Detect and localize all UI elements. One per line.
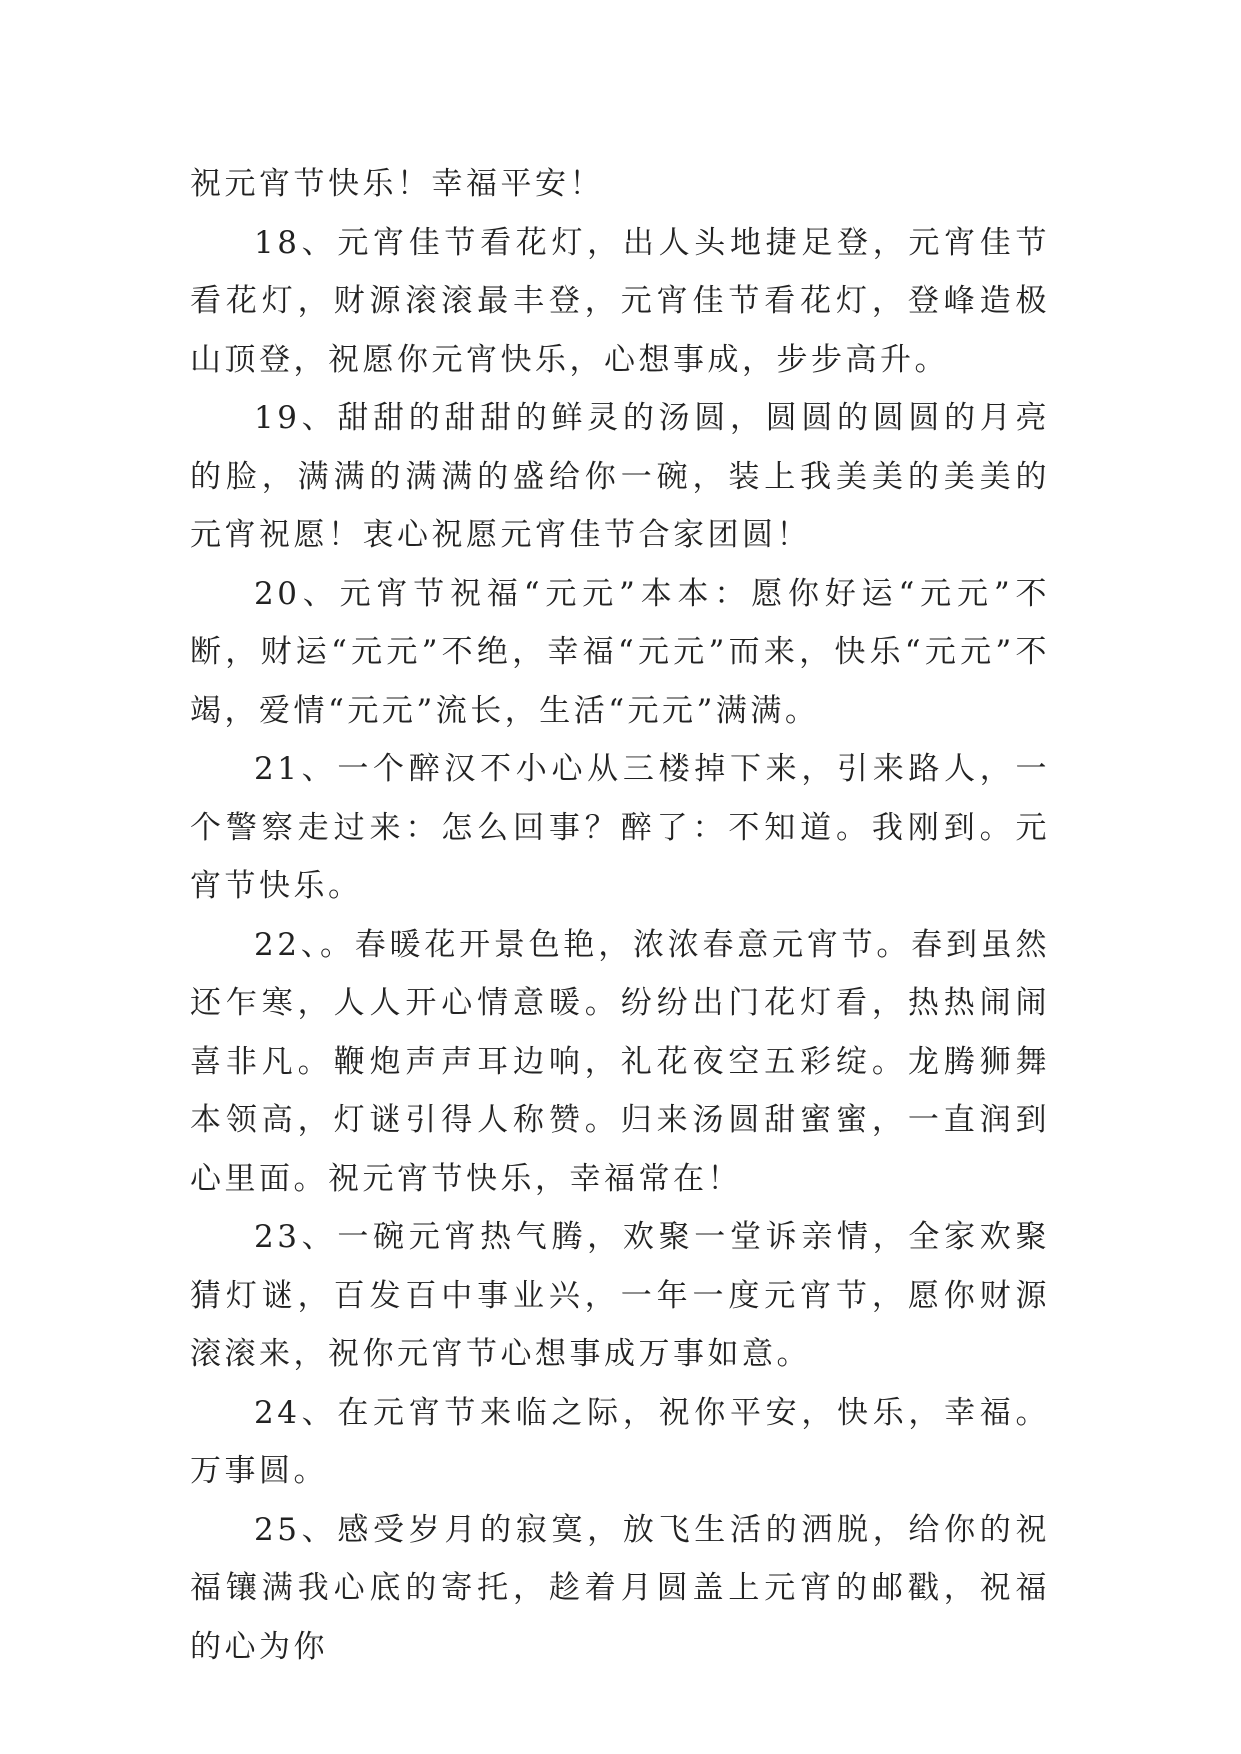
paragraph-25: 25、感受岁月的寂寞，放飞生活的洒脱，给你的祝福镶满我心底的寄托，趁着月圆盖上元宵的邮戳，祝福的心为你 [190,1511,1050,1665]
paragraph-22: 22、。春暖花开景色艳，浓浓春意元宵节。春到虽然还乍寒，人人开心情意暖。纷纷出门花灯看，热热闹闹喜非凡。鞭炮声声耳边响，礼花夜空五彩绽。龙腾狮舞本领高，灯谜引得人称赞。归来汤圆甜蜜蜜，一直润到心里面。祝元宵节快乐，幸福常在！ [190,926,1050,1197]
paragraph-19: 19、甜甜的甜甜的鲜灵的汤圆，圆圆的圆圆的月亮的脸，满满的满满的盛给你一碗，装上我美美的美美的元宵祝愿！衷心祝愿元宵佳节合家团圆！ [190,400,1050,553]
paragraph-20: 20、元宵节祝福“元元”本本：愿你好运“元元”不断，财运“元元”不绝，幸福“元元”而来，快乐“元元”不竭，爱情“元元”流长，生活“元元”满满。 [190,575,1050,729]
paragraph-24: 24、在元宵节来临之际，祝你平安，快乐，幸福。万事圆。 [190,1394,1050,1489]
paragraph-continuation: 祝元宵节快乐！幸福平安！ [190,166,604,202]
paragraph-18: 18、元宵佳节看花灯，出人头地捷足登，元宵佳节看花灯，财源滚滚最丰登，元宵佳节看花灯，登峰造极山顶登，祝愿你元宵快乐，心想事成，步步高升。 [190,224,1050,378]
paragraph-21: 21、一个醉汉不小心从三楼掉下来，引来路人，一个警察走过来：怎么回事？醉了：不知道。我刚到。元宵节快乐。 [190,751,1050,904]
paragraph-23: 23、一碗元宵热气腾，欢聚一堂诉亲情，全家欢聚猜灯谜，百发百中事业兴，一年一度元宵节，愿你财源滚滚来，祝你元宵节心想事成万事如意。 [190,1219,1050,1372]
document-body [190,155,1050,1676]
